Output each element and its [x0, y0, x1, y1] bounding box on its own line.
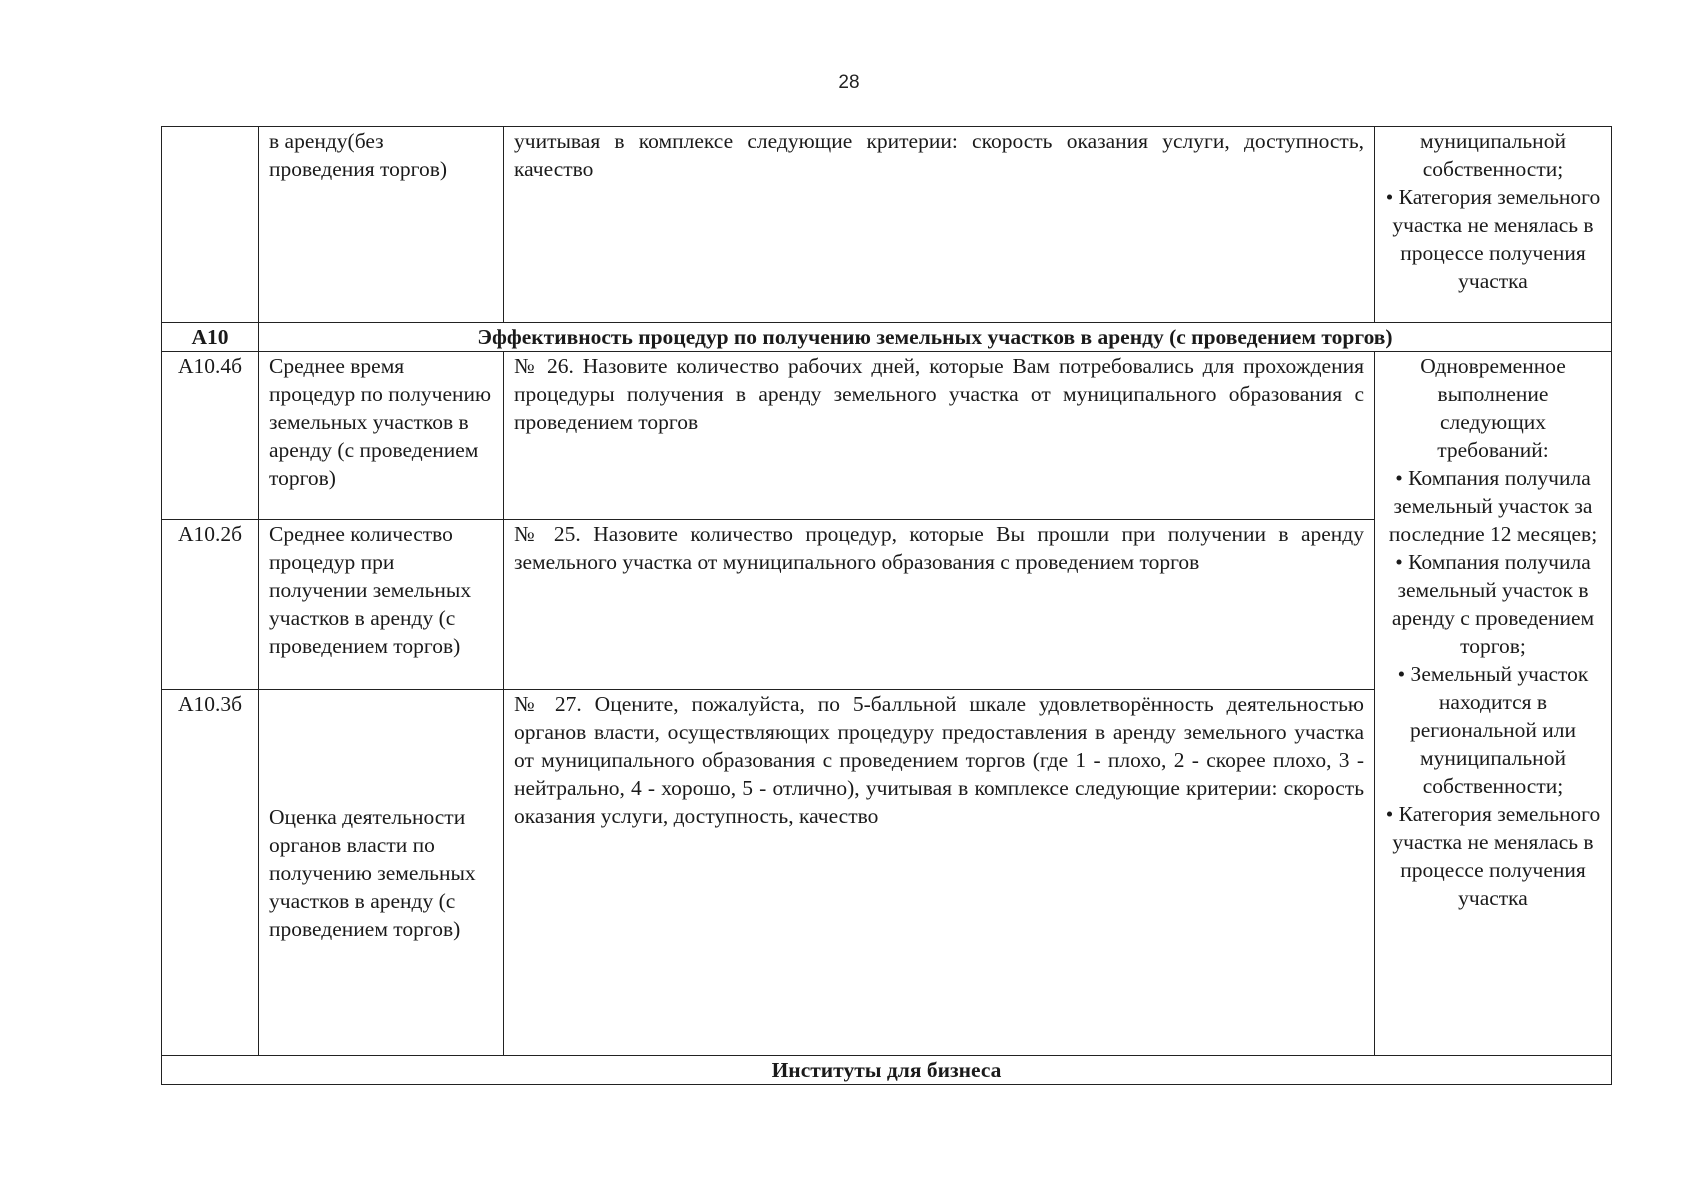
indicators-table [161, 126, 1612, 1085]
code-cell: А10.4б [162, 352, 259, 520]
indicator-cell: Оценка деятельности органов власти по получению земельных участков в аренду (с проведением торгов) [259, 690, 504, 1056]
page-number: 28 [838, 72, 860, 93]
indicator-cell: в аренду(без проведения торгов) [259, 127, 504, 323]
requirements-cell [1375, 127, 1612, 323]
table-row [162, 352, 1612, 520]
requirement-line: • Категория земельного участка не менялась в процессе получения участка [1385, 802, 1601, 910]
footer-section-title: Институты для бизнеса [162, 1056, 1612, 1085]
question-cell: учитывая в комплексе следующие критерии: скорость оказания услуги, доступность, качество [504, 127, 1375, 323]
shared-requirements-cell [1375, 352, 1612, 1056]
section-header-row [162, 323, 1612, 352]
table-row-continuation [162, 127, 1612, 323]
question-cell: № 26. Назовите количество рабочих дней, которые Вам потребовались для прохождения процедуры получения в аренду земельного участка от муниципального образования с проведением торгов [504, 352, 1375, 520]
code-cell: А10.3б [162, 690, 259, 1056]
question-cell: № 27. Оцените, пожалуйста, по 5-балльной шкале удовлетворённость деятельностью органов власти, осуществляющих процедуру предоставления в аренду земельного участка от муниципального образования с проведением торгов (где 1 - плохо, 2 - скорее плохо, 3 - нейтрально, 4 - хорошо, 5 - отлично), учитывая в комплексе следующие критерии: скорость оказания услуги, доступность, качество [504, 690, 1375, 1056]
requirement-line: • Компания получила земельный участок за последние 12 месяцев; [1388, 466, 1598, 546]
requirement-line: • Категория земельного участка не менялась в процессе получения участка [1385, 185, 1601, 293]
code-cell [162, 127, 259, 323]
indicator-cell: Среднее количество процедур при получении земельных участков в аренду (с проведением торгов) [259, 520, 504, 690]
requirement-line: • Компания получила земельный участок в аренду с проведением торгов; [1391, 550, 1595, 658]
question-cell: № 25. Назовите количество процедур, которые Вы прошли при получении в аренду земельного участка от муниципального образования с проведением торгов [504, 520, 1375, 690]
section-code: А10 [162, 323, 259, 352]
section-title: Эффективность процедур по получению земельных участков в аренду (с проведением торгов) [259, 323, 1612, 352]
requirement-line: • Земельный участок находится в региональной или муниципальной собственности; [1397, 662, 1589, 798]
requirement-line: муниципальной собственности; [1420, 129, 1566, 181]
code-cell: А10.2б [162, 520, 259, 690]
indicator-cell: Среднее время процедур по получению земельных участков в аренду (с проведением торгов) [259, 352, 504, 520]
requirement-line: Одновременное выполнение следующих требований: [1420, 354, 1566, 462]
footer-section-row [162, 1056, 1612, 1085]
